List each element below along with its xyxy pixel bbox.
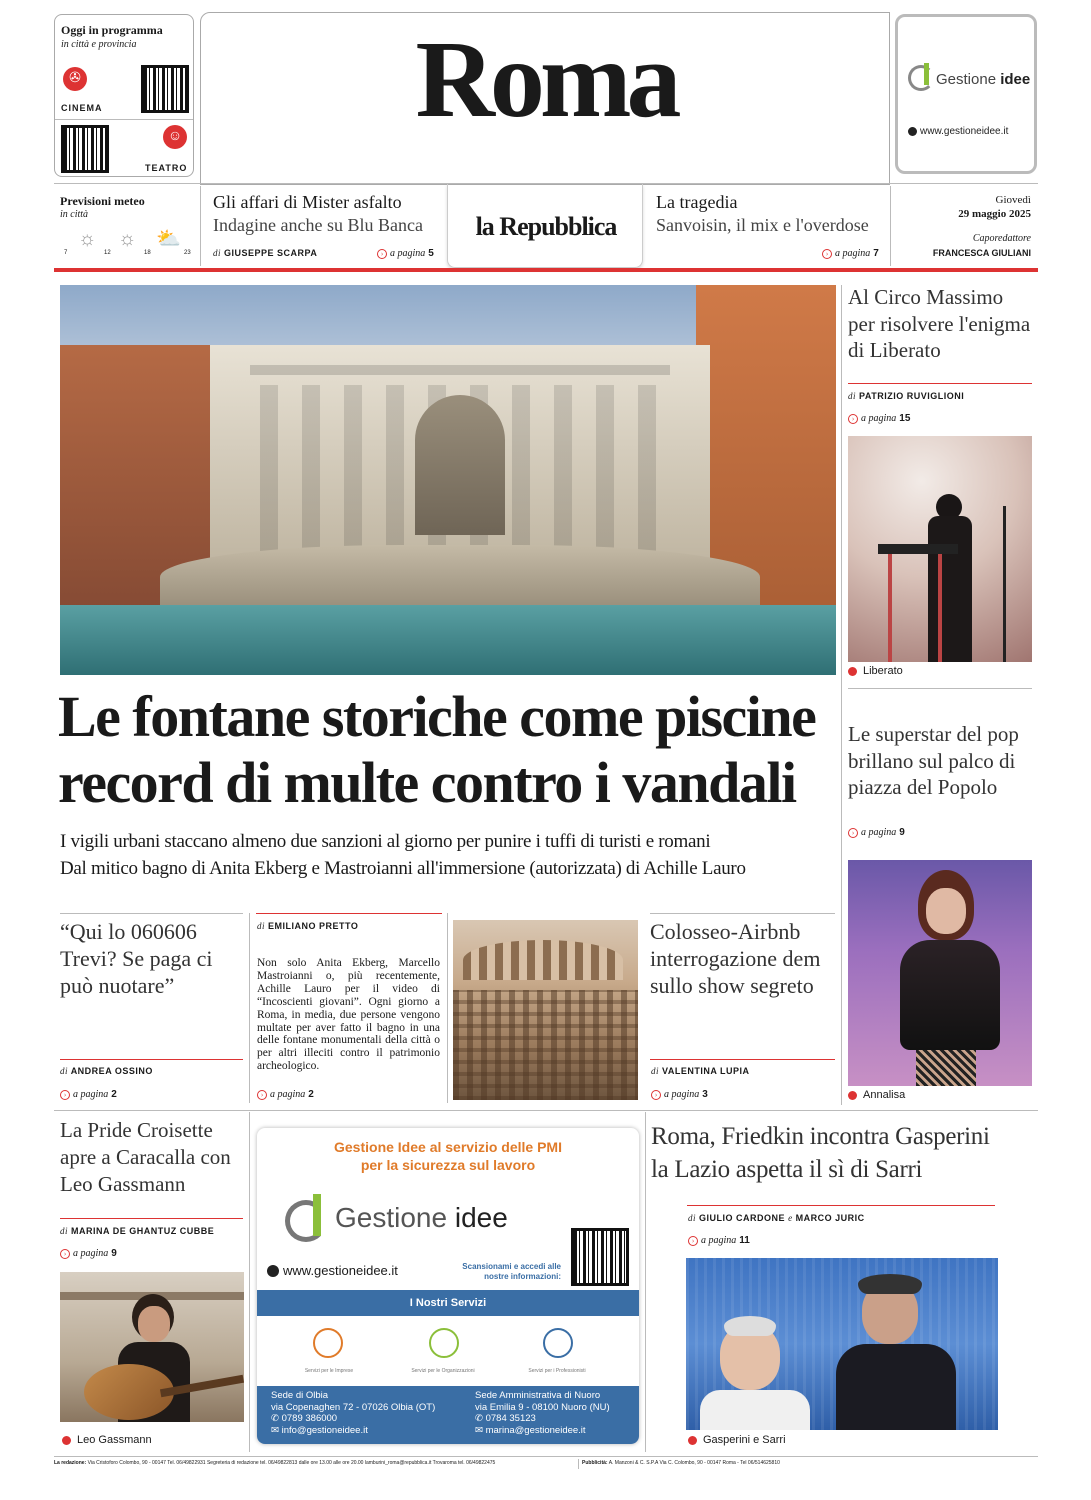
caption-dot-icon: [848, 1091, 857, 1100]
story-friedkin-gasperini[interactable]: Roma, Friedkin incontra Gasperini la Lazio aspetta il sì di Sarri: [651, 1123, 990, 1183]
ad-url[interactable]: www.gestioneidee.it: [267, 1263, 398, 1278]
annalisa-photo: [848, 860, 1032, 1086]
story-byline: di VALENTINA LUPIA: [651, 1066, 750, 1076]
teaser-subtitle: Indagine anche su Blu Banca: [213, 215, 423, 235]
arrow-icon: ›: [651, 1090, 661, 1100]
ad-headline: Gestione Idee al servizio delle PMI per la sicurezza sul lavoro: [334, 1139, 562, 1173]
gestione-idee-ad[interactable]: [257, 1128, 639, 1444]
arrow-icon: ›: [848, 414, 858, 424]
repubblica-logo: la Repubblica: [475, 212, 617, 241]
leo-gassmann-photo: [60, 1272, 244, 1422]
ad-scan-text: Scansionami e accedi alle nostre informazioni:: [462, 1262, 561, 1281]
body-text: Non solo Anita Ekberg, Marcello Mastroianni o, più recentemente, Achille Lauro per il video di “Incoscienti giovani”. Ogni giorno a Roma, in media, due persone vengono multate per aver fatto il bagno in una delle fontane monumentali della città o per altri illeciti contro il patrimonio archeologico.: [257, 957, 440, 1073]
teaser-page-ref[interactable]: › a pagina 7: [822, 248, 879, 259]
office-olbia-title: Sede di Olbia: [271, 1390, 329, 1401]
caption-dot-icon: [848, 667, 857, 676]
service-imprese-icon[interactable]: [313, 1328, 343, 1358]
teaser-tragedia[interactable]: [648, 186, 888, 266]
ad-brand: Gestione idee: [936, 71, 1031, 88]
caption-dot-icon: [688, 1436, 697, 1445]
masthead-box: [200, 12, 890, 185]
office-nuoro-address: via Emilia 9 - 08100 Nuoro (NU): [475, 1401, 610, 1413]
main-headline[interactable]: Le fontane storiche come piscine record di multe contro i vandali: [58, 684, 816, 815]
cinema-label[interactable]: CINEMA: [61, 103, 103, 113]
mail-icon: ✉: [475, 1424, 483, 1436]
story-byline: di PATRIZIO RUVIGLIONI: [848, 391, 965, 401]
footer-pubblicita: Pubblicità: A. Manzoni & C. S.P.A Via C. Colombo, 90 - 00147 Roma - Tel 06/514625810: [582, 1460, 780, 1466]
story-liberato[interactable]: [848, 284, 1033, 364]
programma-title: Oggi in programma: [61, 23, 163, 37]
service-organizzazioni-icon[interactable]: [429, 1328, 459, 1358]
teaser-title: Gli affari di Mister asfalto: [213, 192, 402, 212]
story-pride[interactable]: [60, 1117, 244, 1198]
story-page-ref[interactable]: › a pagina 3: [651, 1089, 708, 1100]
leo-gassmann-caption: Leo Gassmann: [62, 1434, 152, 1446]
arrow-icon: ›: [688, 1236, 698, 1246]
footer-redazione: La redazione: Via Cristoforo Colombo, 90 - 00147 Tel. 06/49822931 Segreteria di redazione tel. 06/49822813 dalle ore 13.00 alle ore 20.00 lamburini_roma@repubblica.it Trovaroma tel. 06/49822475: [54, 1460, 496, 1466]
office-olbia-phone[interactable]: ✆ 0789 386000: [271, 1413, 338, 1424]
mail-icon: ✉: [271, 1424, 279, 1436]
ad-services-title: I Nostri Servizi: [257, 1290, 639, 1316]
header-ad-box[interactable]: [895, 14, 1037, 174]
globe-icon: [267, 1265, 279, 1277]
liberato-photo: [848, 436, 1032, 662]
office-nuoro-phone[interactable]: ✆ 0784 35123: [475, 1413, 536, 1424]
colosseum-photo: [453, 920, 638, 1100]
caption-dot-icon: [62, 1436, 71, 1445]
ad-logo-icon: [908, 65, 934, 91]
office-olbia-email[interactable]: ✉ info@gestioneidee.it: [271, 1424, 368, 1436]
phone-icon: ✆: [475, 1413, 483, 1424]
office-nuoro-title: Sede Amministrativa di Nuoro: [475, 1390, 601, 1401]
service-professionisti-icon[interactable]: [543, 1328, 573, 1358]
story-page-ref[interactable]: › a pagina 9: [60, 1248, 117, 1259]
arrow-icon: ›: [60, 1090, 70, 1100]
office-nuoro-email[interactable]: ✉ marina@gestioneidee.it: [475, 1424, 586, 1436]
day: Giovedì: [995, 194, 1031, 206]
liberato-caption: Liberato: [848, 665, 903, 677]
gasperini-sarri-caption: Gasperini e Sarri: [688, 1434, 786, 1446]
repubblica-logo-box: [447, 184, 643, 268]
editor-role: Caporedattore: [972, 233, 1031, 244]
cinema-qr-code[interactable]: [141, 65, 189, 113]
trevi-fountain-photo: [60, 285, 836, 675]
story-page-ref[interactable]: › a pagina 2: [60, 1089, 117, 1100]
meteo-box: [54, 186, 197, 266]
sun-icon: ☼: [118, 228, 137, 250]
body-byline: di EMILIANO PRETTO: [257, 921, 359, 931]
ad-logo-mark: [924, 63, 929, 85]
partly-cloudy-icon: ⛅: [156, 228, 181, 250]
story-byline: di ANDREA OSSINO: [60, 1066, 153, 1076]
teaser-mister-asfalto[interactable]: [205, 186, 445, 266]
arrow-icon: ›: [60, 1249, 70, 1259]
teatro-qr-code[interactable]: [61, 125, 109, 173]
story-pop[interactable]: [848, 721, 1038, 801]
ad-qr-code[interactable]: [571, 1228, 629, 1286]
meteo-subtitle: in città: [60, 209, 89, 220]
ad-brand: Gestione idee: [335, 1202, 508, 1233]
teatro-icon[interactable]: ☺: [163, 125, 187, 149]
teaser-page-ref[interactable]: › a pagina 5: [377, 248, 434, 259]
story-byline: di GIULIO CARDONE e MARCO JURIC: [688, 1213, 865, 1223]
masthead-title: Roma: [415, 18, 677, 140]
meteo-hour: 7: [64, 250, 68, 256]
ad-offices: [257, 1386, 639, 1444]
ad-logo-mark: [313, 1194, 321, 1236]
arrow-icon: ›: [377, 249, 387, 259]
meteo-hour: 12: [104, 250, 111, 256]
teaser-subtitle: Sanvoisin, il mix e l'overdose: [656, 215, 869, 235]
annalisa-caption: Annalisa: [848, 1089, 905, 1101]
story-page-ref[interactable]: › a pagina 9: [848, 827, 905, 838]
editor-name: FRANCESCA GIULIANI: [932, 248, 1031, 258]
service-label: Servizi per i Professionisti: [528, 1368, 586, 1374]
teaser-byline: di GIUSEPPE SCARPA: [213, 248, 318, 258]
service-label: Servizi per le Organizzazioni: [411, 1368, 475, 1374]
story-title: Le superstar del pop brillano sul palco di piazza del Popolo: [848, 722, 1019, 799]
body-page-ref[interactable]: › a pagina 2: [257, 1089, 314, 1100]
office-olbia-address: via Copenaghen 72 - 07026 Olbia (OT): [271, 1401, 436, 1413]
globe-icon: [908, 127, 917, 136]
meteo-title: Previsioni meteo: [60, 194, 145, 208]
arrow-icon: ›: [257, 1090, 267, 1100]
story-title: Colosseo-Airbnb interrogazione dem sullo show segreto: [650, 919, 821, 998]
arrow-icon: ›: [848, 828, 858, 838]
story-title: La Pride Croisette apre a Caracalla con Leo Gassmann: [60, 1118, 231, 1196]
main-subhead: I vigili urbani staccano almeno due sanzioni al giorno per punire i tuffi di turisti e romani Dal mitico bagno di Anita Ekberg e Mastroianni all'immersione (autorizzata) di Achille Lauro: [60, 831, 746, 879]
story-page-ref[interactable]: › a pagina 15: [848, 413, 910, 424]
meteo-hour: 18: [144, 250, 151, 256]
teatro-label[interactable]: TEATRO: [145, 163, 188, 173]
story-060606[interactable]: [60, 918, 244, 999]
teaser-title: La tragedia: [656, 192, 738, 212]
gasperini-sarri-photo: [686, 1258, 998, 1430]
story-title: Al Circo Massimo per risolvere l'enigma di Liberato: [848, 285, 1031, 362]
service-label: Servizi per le Imprese: [304, 1368, 354, 1374]
arrow-icon: ›: [822, 249, 832, 259]
programma-box: [54, 14, 194, 177]
meteo-hour: 23: [184, 250, 191, 256]
story-colosseo-airbnb[interactable]: [650, 918, 840, 999]
cinema-icon[interactable]: ✇: [63, 67, 87, 91]
ad-url[interactable]: www.gestioneidee.it: [908, 126, 1008, 137]
phone-icon: ✆: [271, 1413, 279, 1424]
programma-subtitle: in città e provincia: [61, 39, 137, 50]
sun-icon: ☼: [78, 228, 97, 250]
story-title: “Qui lo 060606 Trevi? Se paga ci può nuotare”: [60, 919, 213, 998]
date-box: [893, 186, 1033, 266]
story-byline: di MARINA DE GHANTUZ CUBBE: [60, 1226, 215, 1236]
date: 29 maggio 2025: [958, 208, 1031, 220]
story-page-ref[interactable]: › a pagina 11: [688, 1235, 750, 1246]
